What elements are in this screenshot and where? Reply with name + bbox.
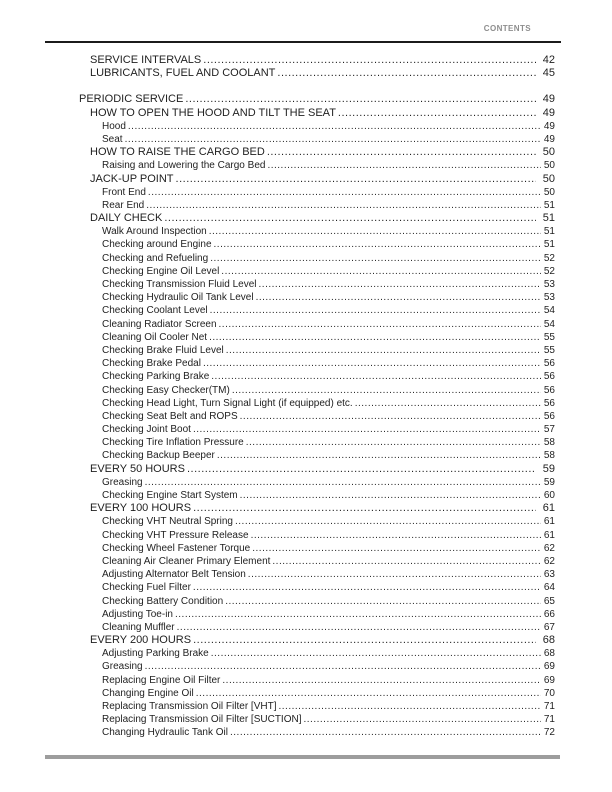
toc-entry-title: JACK-UP POINT xyxy=(90,172,174,185)
toc-entry-page: 62 xyxy=(543,555,555,567)
toc-entry xyxy=(45,370,555,383)
toc-entry-page: 51 xyxy=(543,226,555,238)
toc-dot-leader xyxy=(203,54,536,67)
toc-entry-page: 59 xyxy=(543,476,555,488)
toc-entry-title: Greasing xyxy=(102,661,143,673)
toc-dot-leader xyxy=(240,410,541,423)
toc-dot-leader xyxy=(211,370,541,383)
toc-dot-leader xyxy=(355,397,541,410)
toc-dot-leader xyxy=(164,212,536,225)
toc-entry xyxy=(45,397,555,410)
toc-entry-page: 56 xyxy=(543,384,555,396)
toc-entry-page: 61 xyxy=(543,516,555,528)
toc-entry-title: PERIODIC SERVICE xyxy=(79,93,184,106)
toc-entry xyxy=(45,700,555,713)
toc-entry-page: 56 xyxy=(543,371,555,383)
toc-entry-title: Checking Coolant Level xyxy=(102,305,208,317)
toc-entry-title: Cleaning Muffler xyxy=(102,621,175,633)
toc-entry xyxy=(45,186,555,199)
toc-dot-leader xyxy=(279,700,542,713)
toc-entry-title: Checking Tire Inflation Pressure xyxy=(102,437,244,449)
toc-entry-title: Replacing Engine Oil Filter xyxy=(102,674,221,686)
toc-entry xyxy=(45,93,555,106)
toc-entry-title: EVERY 50 HOURS xyxy=(90,462,185,475)
toc-entry-page: 72 xyxy=(543,727,555,739)
toc-entry-title: Checking Transmission Fluid Level xyxy=(102,279,257,290)
toc-entry xyxy=(45,555,555,568)
toc-entry-page: 49 xyxy=(543,120,555,132)
toc-entry-page: 71 xyxy=(543,701,555,712)
toc-entry-page: 58 xyxy=(543,437,555,449)
toc-entry xyxy=(45,634,555,647)
toc-entry-title: HOW TO OPEN THE HOOD AND TILT THE SEAT xyxy=(90,106,336,119)
toc-entry xyxy=(45,331,555,344)
toc-dot-leader xyxy=(232,384,541,397)
toc-dot-leader xyxy=(196,687,541,700)
toc-entry-title: Replacing Transmission Oil Filter [SUCTION] xyxy=(102,714,302,726)
toc-entry-title: Greasing xyxy=(102,476,143,488)
toc-entry xyxy=(45,212,555,225)
toc-entry-title: Checking VHT Pressure Release xyxy=(102,529,249,541)
toc-entry-title: Cleaning Air Cleaner Primary Element xyxy=(102,555,271,567)
toc-entry-title: Checking Hydraulic Oil Tank Level xyxy=(102,292,254,304)
toc-entry-page: 50 xyxy=(542,172,555,185)
toc-entry xyxy=(45,595,555,608)
toc-entry xyxy=(45,225,555,238)
toc-entry xyxy=(45,647,555,660)
toc-entry xyxy=(45,436,555,449)
toc-entry-page: 70 xyxy=(543,687,555,699)
toc-entry xyxy=(45,423,555,436)
toc-dot-leader xyxy=(251,529,541,542)
toc-entry xyxy=(45,410,555,423)
toc-entry xyxy=(45,238,555,251)
toc-dot-leader xyxy=(125,133,541,146)
toc-dot-leader xyxy=(226,344,541,357)
toc-entry xyxy=(45,660,555,673)
toc-entry-page: 52 xyxy=(543,265,555,277)
toc-entry-page: 69 xyxy=(543,661,555,673)
toc-list xyxy=(45,54,561,740)
toc-dot-leader xyxy=(176,173,536,186)
toc-dot-leader xyxy=(211,647,541,660)
toc-entry-page: 56 xyxy=(543,410,555,422)
toc-entry-page: 45 xyxy=(542,67,555,80)
toc-entry xyxy=(45,120,555,133)
toc-entry-page: 62 xyxy=(543,542,555,554)
toc-entry-page: 71 xyxy=(543,714,555,726)
toc-dot-leader xyxy=(338,107,536,120)
toc-entry-page: 63 xyxy=(543,569,555,581)
toc-entry-title: EVERY 200 HOURS xyxy=(90,634,192,647)
toc-entry xyxy=(45,146,555,159)
toc-entry-page: 68 xyxy=(542,634,555,647)
toc-dot-leader xyxy=(240,489,541,502)
toc-entry xyxy=(45,252,555,265)
toc-entry-title: Front End xyxy=(102,186,146,198)
toc-entry xyxy=(45,278,555,291)
toc-entry-title: Checking Easy Checker(TM) xyxy=(102,384,230,396)
toc-dot-leader xyxy=(267,159,541,172)
toc-dot-leader xyxy=(209,331,541,344)
toc-entry-title: DAILY CHECK xyxy=(90,212,163,225)
toc-entry xyxy=(45,384,555,397)
toc-entry xyxy=(45,304,555,317)
toc-entry-title: Adjusting Parking Brake xyxy=(102,648,209,660)
footer-bar xyxy=(45,755,560,759)
toc-dot-leader xyxy=(145,660,541,673)
toc-dot-leader xyxy=(203,357,541,370)
toc-entry-title: SERVICE INTERVALS xyxy=(90,54,202,66)
toc-entry xyxy=(45,159,555,172)
toc-entry-title: Cleaning Oil Cooler Net xyxy=(102,331,208,343)
toc-entry-title: EVERY 100 HOURS xyxy=(90,502,192,515)
toc-dot-leader xyxy=(210,304,541,317)
toc-dot-leader xyxy=(187,463,536,476)
toc-dot-leader xyxy=(219,318,541,331)
toc-dot-leader xyxy=(193,581,541,594)
toc-dot-leader xyxy=(209,225,541,238)
toc-dot-leader xyxy=(177,621,541,634)
toc-dot-leader xyxy=(221,265,541,278)
toc-entry-title: HOW TO RAISE THE CARGO BED xyxy=(90,146,265,159)
toc-entry xyxy=(45,173,555,186)
toc-entry-page: 65 xyxy=(543,595,555,607)
toc-dot-leader xyxy=(267,146,536,159)
toc-entry-page: 42 xyxy=(542,54,555,66)
toc-dot-leader xyxy=(193,502,536,515)
toc-entry-page: 49 xyxy=(542,93,555,106)
toc-entry-page: 50 xyxy=(543,186,555,198)
toc-entry-title: Changing Hydraulic Tank Oil xyxy=(102,727,228,739)
toc-entry-page: 58 xyxy=(543,450,555,462)
toc-entry-page: 68 xyxy=(543,648,555,660)
toc-entry xyxy=(45,608,555,621)
toc-dot-leader xyxy=(277,67,536,80)
toc-entry-title: LUBRICANTS, FUEL AND COOLANT xyxy=(90,67,276,80)
toc-dot-leader xyxy=(128,120,541,133)
toc-dot-leader xyxy=(256,291,541,304)
toc-entry-title: Hood xyxy=(102,120,126,132)
toc-entry-page: 53 xyxy=(543,292,555,304)
toc-entry-page: 56 xyxy=(543,397,555,409)
header-rule xyxy=(45,41,561,43)
toc-entry-page: 50 xyxy=(542,146,555,159)
toc-entry-page: 51 xyxy=(543,199,555,211)
toc-entry-title: Changing Engine Oil xyxy=(102,687,194,699)
toc-entry-page: 66 xyxy=(543,608,555,620)
toc-entry-page: 69 xyxy=(543,674,555,686)
toc-entry-title: Checking Fuel Filter xyxy=(102,582,191,594)
toc-entry-title: Checking and Refueling xyxy=(102,252,209,264)
toc-entry-page: 67 xyxy=(543,621,555,633)
toc-dot-leader xyxy=(272,555,541,568)
toc-entry-title: Checking Brake Fluid Level xyxy=(102,344,224,356)
toc-entry-title: Checking VHT Neutral Spring xyxy=(102,516,233,528)
toc-entry-page: 51 xyxy=(542,212,555,225)
toc-entry-page: 61 xyxy=(543,529,555,541)
toc-dot-leader xyxy=(235,515,541,528)
toc-entry-title: Checking Joint Boot xyxy=(102,424,191,436)
toc-entry xyxy=(45,291,555,304)
toc-entry xyxy=(45,502,555,515)
toc-entry-title: Checking Seat Belt and ROPS xyxy=(102,410,238,422)
toc-entry-title: Seat xyxy=(102,133,123,145)
toc-entry xyxy=(45,726,555,739)
toc-entry xyxy=(45,54,555,67)
toc-entry xyxy=(45,529,555,542)
toc-entry xyxy=(45,489,555,502)
toc-entry xyxy=(45,674,555,687)
toc-dot-leader xyxy=(146,199,541,212)
toc-entry-page: 51 xyxy=(543,239,555,251)
toc-dot-leader xyxy=(252,542,541,555)
toc-dot-leader xyxy=(259,278,541,291)
toc-entry xyxy=(45,568,555,581)
toc-entry-title: Checking Wheel Fastener Torque xyxy=(102,542,251,554)
toc-entry xyxy=(45,463,555,476)
toc-dot-leader xyxy=(304,713,542,726)
toc-entry-page: 49 xyxy=(543,133,555,145)
toc-entry-title: Walk Around Inspection xyxy=(102,226,207,238)
toc-entry xyxy=(45,449,555,462)
toc-entry-title: Checking Backup Beeper xyxy=(102,450,215,462)
page-header-label: CONTENTS xyxy=(483,24,531,33)
toc-entry-title: Checking Brake Pedal xyxy=(102,358,201,370)
toc-entry-page: 49 xyxy=(542,106,555,119)
toc-entry xyxy=(45,713,555,726)
toc-entry-title: Checking Engine Oil Level xyxy=(102,265,220,277)
toc-entry-title: Raising and Lowering the Cargo Bed xyxy=(102,160,266,172)
toc-entry xyxy=(45,133,555,146)
toc-entry xyxy=(45,344,555,357)
toc-entry xyxy=(45,357,555,370)
toc-entry xyxy=(45,265,555,278)
toc-entry-title: Adjusting Alternator Belt Tension xyxy=(102,569,246,581)
toc-dot-leader xyxy=(175,608,541,621)
toc-dot-leader xyxy=(222,674,541,687)
toc-entry-page: 57 xyxy=(543,424,555,436)
toc-entry-page: 53 xyxy=(543,279,555,290)
toc-entry-page: 54 xyxy=(543,318,555,330)
toc-dot-leader xyxy=(248,568,541,581)
toc-entry xyxy=(45,67,555,80)
toc-entry-page: 50 xyxy=(543,160,555,172)
toc-dot-leader xyxy=(145,476,541,489)
toc-entry-title: Replacing Transmission Oil Filter [VHT] xyxy=(102,701,277,712)
toc-dot-leader xyxy=(246,436,541,449)
toc-entry-page: 61 xyxy=(542,502,555,515)
toc-dot-leader xyxy=(210,252,541,265)
toc-entry-title: Adjusting Toe-in xyxy=(102,608,173,620)
toc-entry xyxy=(45,621,555,634)
toc-entry xyxy=(45,318,555,331)
toc-entry-title: Cleaning Radiator Screen xyxy=(102,318,217,330)
toc-dot-leader xyxy=(193,634,536,647)
toc-entry xyxy=(45,515,555,528)
toc-entry xyxy=(45,687,555,700)
toc-entry xyxy=(45,476,555,489)
toc-entry xyxy=(45,199,555,212)
toc-entry-page: 52 xyxy=(543,252,555,264)
toc-dot-leader xyxy=(193,423,541,436)
toc-entry xyxy=(45,107,555,120)
toc-dot-leader xyxy=(225,595,541,608)
toc-entry-title: Checking Battery Condition xyxy=(102,595,224,607)
toc-entry-title: Checking Head Light, Turn Signal Light (if equipped) etc. xyxy=(102,397,353,409)
toc-entry-page: 56 xyxy=(543,358,555,370)
toc-entry-page: 64 xyxy=(543,582,555,594)
toc-entry-title: Rear End xyxy=(102,199,145,211)
toc-entry-title: Checking Engine Start System xyxy=(102,490,238,501)
toc-entry-page: 55 xyxy=(543,331,555,343)
toc-entry-title: Checking around Engine xyxy=(102,239,212,251)
toc-entry-page: 60 xyxy=(543,490,555,501)
toc-entry-page: 54 xyxy=(543,305,555,317)
toc-entry-title: Checking Parking Brake xyxy=(102,371,210,383)
toc-entry-page: 59 xyxy=(542,462,555,475)
toc-dot-leader xyxy=(230,726,541,739)
toc-entry xyxy=(45,581,555,594)
toc-entry-page: 55 xyxy=(543,344,555,356)
toc-dot-leader xyxy=(148,186,541,199)
toc-dot-leader xyxy=(217,449,541,462)
toc-dot-leader xyxy=(185,93,536,106)
toc-dot-leader xyxy=(214,238,541,251)
toc-entry xyxy=(45,542,555,555)
